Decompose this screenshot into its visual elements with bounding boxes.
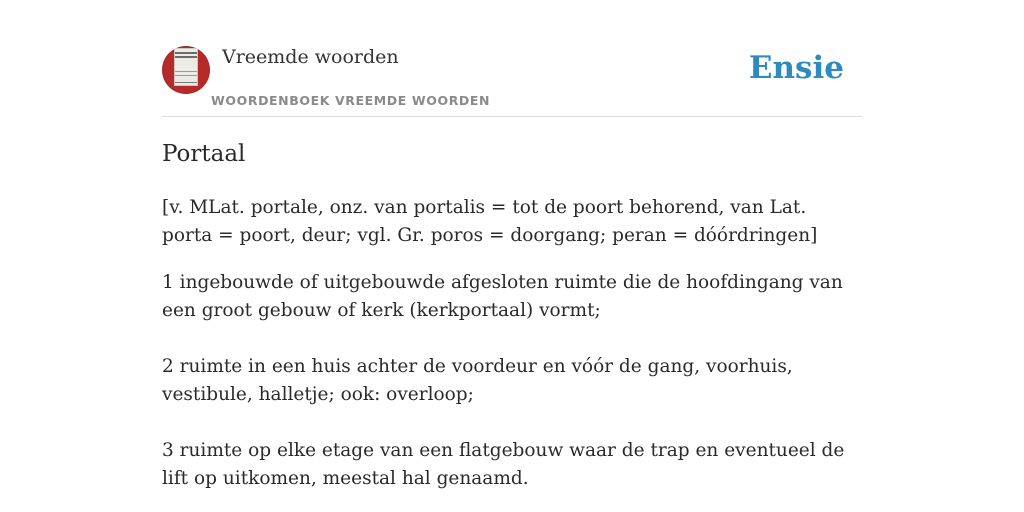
book-cover-icon xyxy=(174,48,198,86)
entry-etymology: [v. MLat. portale, onz. van portalis = tot de poort behorend, van Lat. porta = poort, deur; vgl. Gr. poros = doorgang; peran = dóórdringen] xyxy=(162,197,818,246)
entry-sense-3: 3 ruimte op elke etage van een flatgebouw waar de trap en eventueel de lift op uitkomen, meestal hal genaamd. xyxy=(162,440,845,489)
entry-sense-2: 2 ruimte in een huis achter de voordeur en vóór de gang, voorhuis, vestibule, halletje; ook: overloop; xyxy=(162,356,793,405)
source-name[interactable]: Vreemde woorden xyxy=(222,46,399,68)
entry-content xyxy=(162,136,862,512)
entry-sense-1: 1 ingebouwde of uitgebouwde afgesloten ruimte die de hoofdingang van een groot gebouw of kerk (kerkportaal) vormt; xyxy=(162,272,843,321)
source-avatar[interactable] xyxy=(162,46,210,94)
header xyxy=(162,44,862,117)
ensie-logo-link[interactable]: Ensie xyxy=(748,50,844,86)
source-subtitle: WOORDENBOEK VREEMDE WOORDEN xyxy=(211,93,491,108)
entry-title: Portaal xyxy=(162,141,246,167)
